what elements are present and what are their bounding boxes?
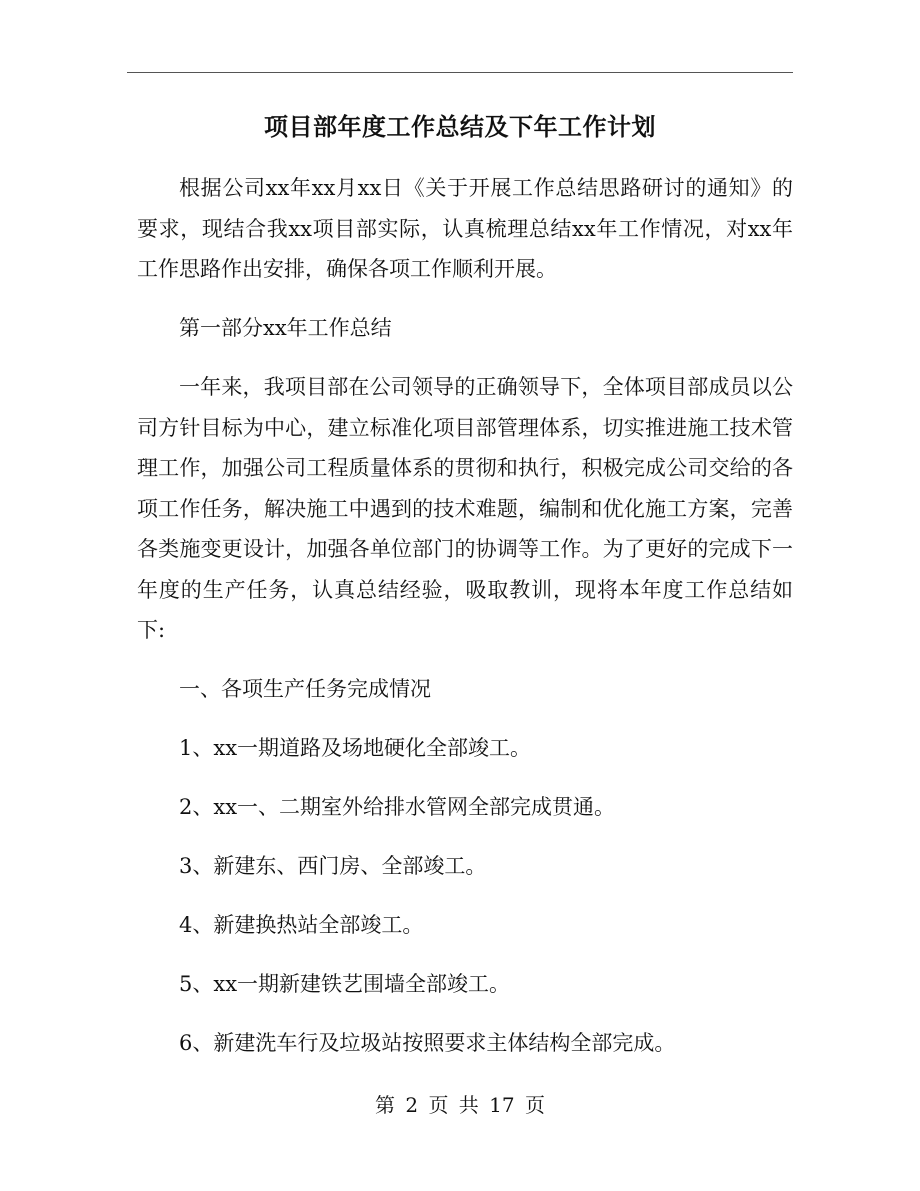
list-item: 1、xx一期道路及场地硬化全部竣工。 [179, 736, 532, 760]
subsection-heading: 一、各项生产任务完成情况 [179, 677, 431, 701]
list-item: 2、xx一、二期室外给排水管网全部完成贯通。 [179, 795, 616, 819]
section-heading: 第一部分xx年工作总结 [179, 316, 392, 340]
list-item: 5、xx一期新建铁艺围墙全部竣工。 [179, 972, 511, 996]
document-body [137, 168, 793, 1082]
header-rule [127, 72, 793, 73]
list-item: 6、新建洗车行及垃圾站按照要求主体结构全部完成。 [179, 1031, 676, 1055]
page-number: 第 2 页 共 17 页 [375, 1093, 545, 1117]
document-title: 项目部年度工作总结及下年工作计划 [264, 112, 656, 141]
list-item: 3、新建东、西门房、全部竣工。 [179, 854, 487, 878]
summary-paragraph: 一年来，我项目部在公司领导的正确领导下，全体项目部成员以公司方针目标为中心，建立标准化项目部管理体系，切实推进施工技术管理工作，加强公司工程质量体系的贯彻和执行，积极完成公司交给的各项工作任务，解决施工中遇到的技术难题，编制和优化施工方案，完善各类施变更设计，加强各单位部门的协调等工作。为了更好的完成下一年度的生产任务，认真总结经验，吸取教训，现将本年度工作总结如下: [137, 375, 793, 642]
intro-paragraph: 根据公司xx年xx月xx日《关于开展工作总结思路研讨的通知》的要求，现结合我xx项目部实际，认真梳理总结xx年工作情况，对xx年工作思路作出安排，确保各项工作顺利开展。 [137, 176, 793, 281]
list-item: 4、新建换热站全部竣工。 [179, 913, 424, 937]
